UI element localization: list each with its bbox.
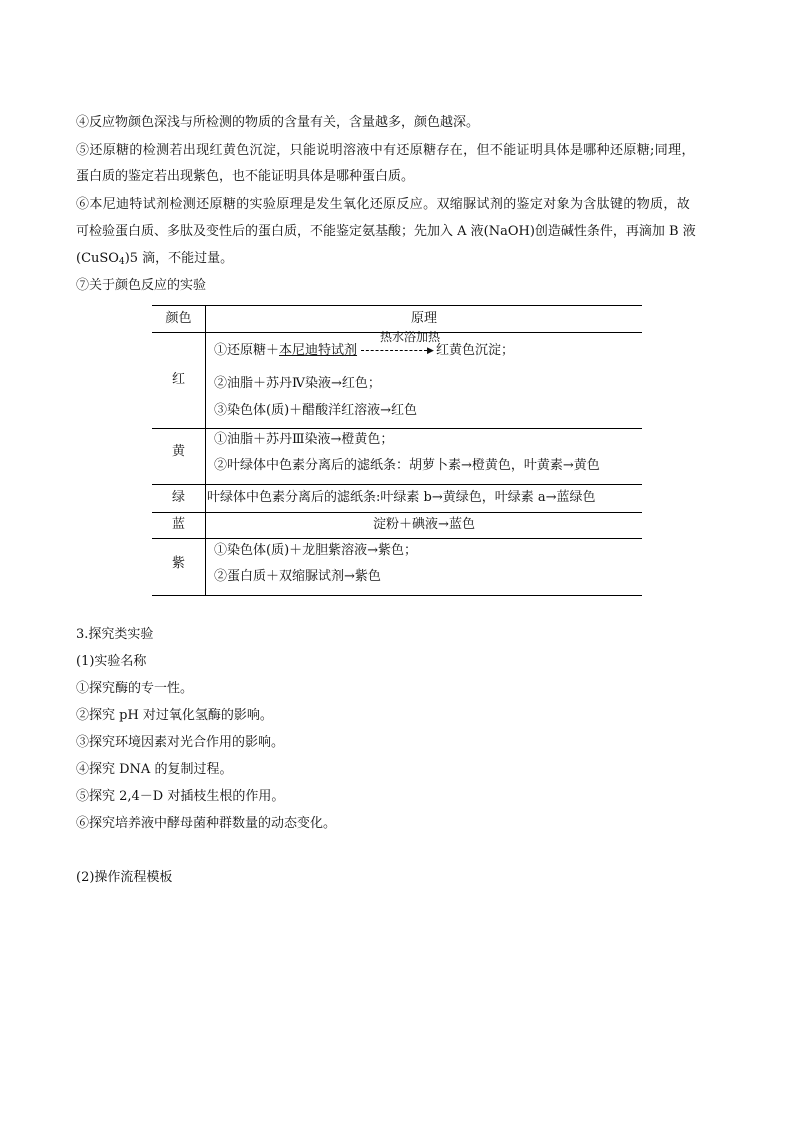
cuso4-subscript: 4 <box>118 257 125 267</box>
color-reaction-table <box>152 305 642 595</box>
cuso4-suffix: )5 滴，不能过量。 <box>124 251 234 266</box>
yellow-row-2: ②叶绿体中色素分离后的滤纸条：胡萝卜素→橙黄色，叶黄素→黄色 <box>214 458 600 473</box>
red-row-2: ②油脂＋苏丹Ⅳ染液→红色； <box>214 376 381 391</box>
benedict-reagent: 本尼迪特试剂 <box>279 343 358 358</box>
purple-row-1: ①染色体(质)＋龙胆紫溶液→紫色； <box>214 543 418 558</box>
paragraph-5-line-2: 蛋白质的鉴定若出现紫色，也不能证明具体是哪种蛋白质。 <box>76 169 415 184</box>
section-3-title: 3.探究类实验 <box>76 627 154 642</box>
red-row-1-text: ①还原糖＋ <box>214 343 280 358</box>
table-border-bottom <box>152 595 642 596</box>
red-row-3: ③染色体(质)＋醋酸洋红溶液→红色 <box>214 403 418 418</box>
table-divider <box>152 538 642 539</box>
color-green: 绿 <box>171 490 185 505</box>
section-3-subtitle-1: (1)实验名称 <box>76 654 147 669</box>
table-border-top <box>152 305 642 306</box>
experiment-item: ⑤探究 2,4－D 对插枝生根的作用。 <box>76 789 285 804</box>
green-row-1: 叶绿体中色素分离后的滤纸条:叶绿素 b→黄绿色，叶绿素 a→蓝绿色 <box>207 490 596 505</box>
red-row-1-result: 红黄色沉淀； <box>435 343 514 358</box>
table-divider <box>152 512 642 513</box>
yellow-row-1: ①油脂＋苏丹Ⅲ染液→橙黄色； <box>214 432 394 447</box>
experiment-item: ②探究 pH 对过氧化氢酶的影响。 <box>76 708 273 723</box>
table-divider <box>152 484 642 485</box>
red-row-1 <box>214 342 514 360</box>
paragraph-4: ④反应物颜色深浅与所检测的物质的含量有关，含量越多，颜色越深。 <box>76 115 480 130</box>
color-purple: 紫 <box>171 556 185 571</box>
experiment-item: ④探究 DNA 的复制过程。 <box>76 762 233 777</box>
table-divider <box>152 428 642 429</box>
color-blue: 蓝 <box>171 517 185 532</box>
cuso4-prefix: (CuSO <box>76 251 119 266</box>
experiment-item: ①探究酶的专一性。 <box>76 681 194 696</box>
reaction-condition: 热水浴加热 <box>380 330 441 344</box>
color-yellow: 黄 <box>171 444 185 459</box>
paragraph-6-line-2: 可检验蛋白质、多肽及变性后的蛋白质，不能鉴定氨基酸；先加入 A 液(NaOH)创造碱性条件，再滴加 B 液 <box>76 224 696 239</box>
header-principle: 原理 <box>410 311 437 326</box>
blue-row-1: 淀粉＋碘液→蓝色 <box>373 517 475 532</box>
paragraph-6-line-1: ⑥本尼迪特试剂检测还原糖的实验原理是发生氧化还原反应。双缩脲试剂的鉴定对象为含肽键的物质，故 <box>76 197 691 212</box>
experiment-item: ③探究环境因素对光合作用的影响。 <box>76 735 285 750</box>
section-3-subtitle-2: (2)操作流程模板 <box>76 870 173 885</box>
experiment-item: ⑥探究培养液中酵母菌种群数量的动态变化。 <box>76 816 337 831</box>
table-column-divider <box>205 305 206 595</box>
paragraph-7: ⑦关于颜色反应的实验 <box>76 278 207 293</box>
paragraph-6-line-3 <box>76 249 233 269</box>
dashed-arrow-line <box>361 350 427 351</box>
purple-row-2: ②蛋白质＋双缩脲试剂→紫色 <box>214 569 381 584</box>
header-color: 颜色 <box>165 311 192 326</box>
color-red: 红 <box>171 372 185 387</box>
arrow-right-icon: ▶ <box>427 346 434 356</box>
paragraph-5-line-1: ⑤还原糖的检测若出现红黄色沉淀，只能说明溶液中有还原糖存在，但不能证明具体是哪种还原糖;同理， <box>76 143 695 158</box>
